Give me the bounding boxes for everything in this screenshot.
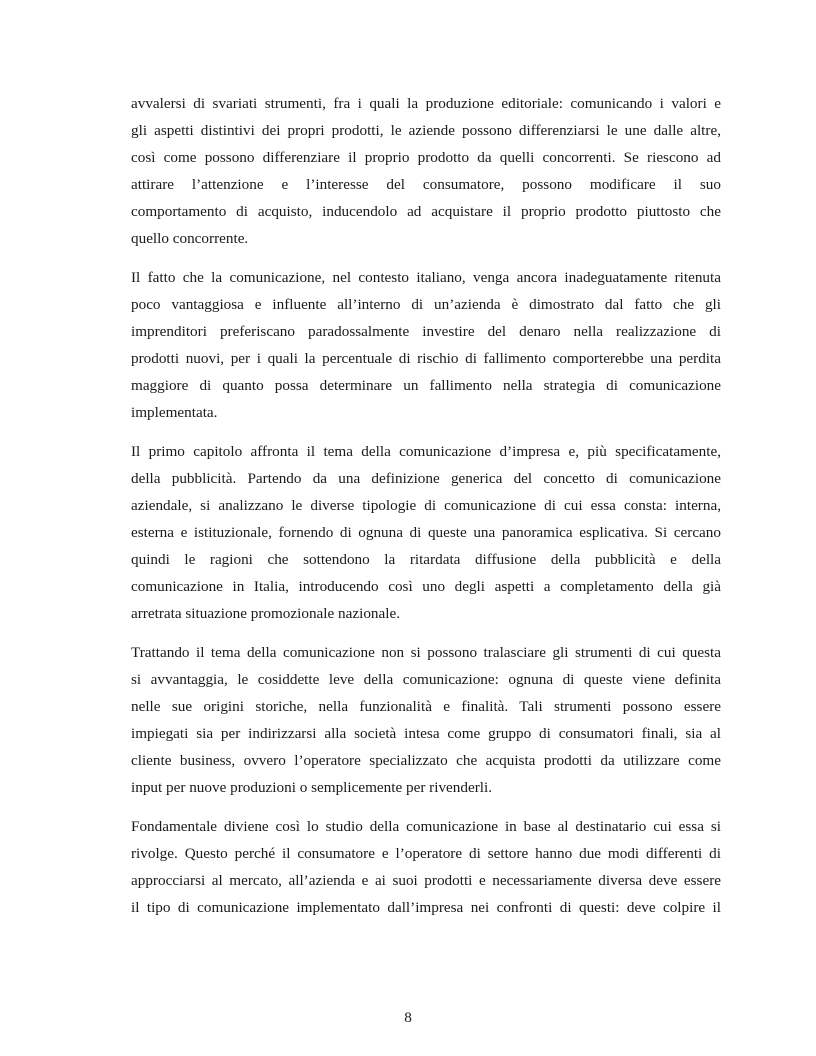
text-line: impiegati sia per indirizzarsi alla società intesa come gruppo di consumatori finali, sia al <box>131 725 721 742</box>
paragraph-1 <box>131 90 721 252</box>
text-line: avvalersi di svariati strumenti, fra i quali la produzione editoriale: comunicando i valori e <box>131 95 721 112</box>
text-line: arretrata situazione promozionale nazionale. <box>131 605 401 622</box>
page-number: 8 <box>404 1009 412 1026</box>
text-line: comportamento di acquisto, inducendolo ad acquistare il proprio prodotto piuttosto che <box>131 203 721 220</box>
paragraph-spacer <box>131 801 721 813</box>
text-line: input per nuove produzioni o semplicemente per rivenderli. <box>131 779 493 796</box>
paragraph-5 <box>131 813 721 921</box>
text-line: nelle sue origini storiche, nella funzionalità e finalità. Tali strumenti possono essere <box>131 698 721 715</box>
text-line: approcciarsi al mercato, all’azienda e ai suoi prodotti e necessariamente diversa deve essere <box>131 872 721 889</box>
text-line: Il fatto che la comunicazione, nel contesto italiano, venga ancora inadeguatamente ritenuta <box>131 269 721 286</box>
text-line: implementata. <box>131 404 218 421</box>
paragraph-3 <box>131 438 721 627</box>
text-line: Fondamentale diviene così lo studio della comunicazione in base al destinatario cui essa si <box>131 818 721 835</box>
text-line: quindi le ragioni che sottendono la ritardata diffusione della pubblicità e della <box>131 551 721 568</box>
paragraph-spacer <box>131 426 721 438</box>
text-line: quello concorrente. <box>131 230 249 247</box>
paragraph-2 <box>131 264 721 426</box>
text-line: cliente business, ovvero l’operatore specializzato che acquista prodotti da utilizzare come <box>131 752 721 769</box>
paragraph-spacer <box>131 252 721 264</box>
text-line: aziendale, si analizzano le diverse tipologie di comunicazione di cui essa consta: interna, <box>131 497 721 514</box>
text-line: Trattando il tema della comunicazione non si possono tralasciare gli strumenti di cui questa <box>131 644 721 661</box>
text-line: il tipo di comunicazione implementato dall’impresa nei confronti di questi: deve colpire il <box>131 899 721 916</box>
text-line: maggiore di quanto possa determinare un fallimento nella strategia di comunicazione <box>131 377 721 394</box>
text-line: imprenditori preferiscano paradossalmente investire del denaro nella realizzazione di <box>131 323 721 340</box>
text-line: esterna e istituzionale, fornendo di ognuna di queste una panoramica esplicativa. Si cercano <box>131 524 721 541</box>
text-line: attirare l’attenzione e l’interesse del consumatore, possono modificare il suo <box>131 176 721 193</box>
text-line: Il primo capitolo affronta il tema della comunicazione d’impresa e, più specificatamente, <box>131 443 721 460</box>
paragraph-spacer <box>131 627 721 639</box>
text-line: poco vantaggiosa e influente all’interno di un’azienda è dimostrato dal fatto che gli <box>131 296 721 313</box>
text-line: così come possono differenziare il proprio prodotto da quelli concorrenti. Se riescono ad <box>131 149 721 166</box>
paragraph-4 <box>131 639 721 801</box>
text-line: della pubblicità. Partendo da una definizione generica del concetto di comunicazione <box>131 470 721 487</box>
text-line: comunicazione in Italia, introducendo così uno degli aspetti a completamento della già <box>131 578 721 595</box>
text-line: gli aspetti distintivi dei propri prodotti, le aziende possono differenziarsi le une dalle altre, <box>131 122 721 139</box>
text-line: rivolge. Questo perché il consumatore e l’operatore di settore hanno due modi differenti di <box>131 845 721 862</box>
text-line: prodotti nuovi, per i quali la percentuale di rischio di fallimento comporterebbe una perdita <box>131 350 721 367</box>
page-body <box>131 90 721 921</box>
text-line: si avvantaggia, le cosiddette leve della comunicazione: ognuna di queste viene definita <box>131 671 721 688</box>
